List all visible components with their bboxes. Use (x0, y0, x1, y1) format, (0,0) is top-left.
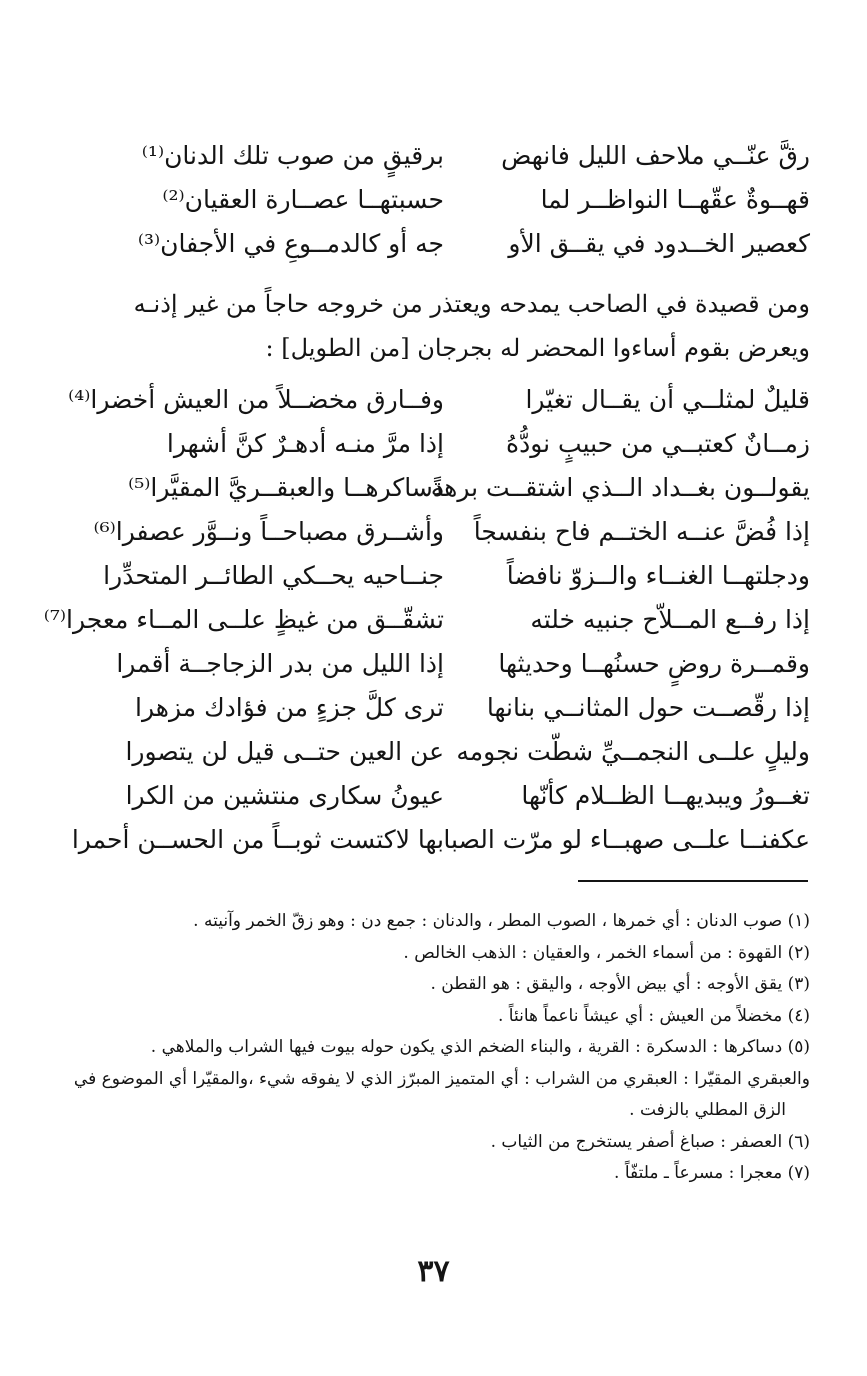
verse-first-hemistich: وليلٍ علــى النجمــيِّ شطّت نجومه (456, 737, 810, 766)
verse-first-hemistich: تغــورُ ويبديهــا الظــلام كأنّها (521, 781, 810, 810)
verse-first-hemistich: زمــانٌ كعتبــي من حبيبٍ نودُّهُ (505, 429, 810, 458)
verse-first-hemistich: إذا رفــع المــلاّح جنبيه خلته (530, 605, 810, 634)
verse-first-hemistich: إذا رقّصــت حول المثانــي بنانها (486, 693, 810, 722)
verse-first-hemistich: كعصير الخــدود في يقــق الأو (508, 229, 810, 258)
footnotes (73, 906, 810, 1190)
footnote-separator (578, 880, 808, 882)
intro-line-1: ومن قصيدة في الصاحب يمدحه ويعتذر من خروجه حاجاً من غير إذنـه (133, 290, 810, 318)
verse-second-hemistich: برقيقٍ من صوب تلك الدنان⁽¹⁾ (141, 141, 444, 170)
verse-line (108, 730, 810, 774)
verse-line (108, 686, 810, 730)
verse-second-hemistich: وفــارق مخضــلاً من العيش أخضرا⁽⁴⁾ (68, 385, 444, 414)
verse-second-hemistich: دساكرهــا والعبقــريَّ المقيَّرا⁽⁵⁾ (128, 473, 444, 502)
verse-first-hemistich: وقمــرة روضٍ حسنُهــا وحديثها (498, 649, 810, 678)
verse-line (108, 422, 810, 466)
intro-paragraph (108, 282, 810, 370)
verse-second-hemistich: وأشــرق مصباحــاً ونــوَّر عصفرا⁽⁶⁾ (93, 517, 444, 546)
verse-line (68, 378, 810, 422)
verse-block-top (108, 134, 810, 266)
verse-line (108, 134, 810, 178)
verse-first-hemistich: ودجلتهــا الغنــاء والــزوّ نافضاً (506, 561, 810, 590)
verse-second-hemistich: عن العين حتــى قيل لن يتصورا (125, 737, 444, 766)
verse-first-hemistich: رقَّ عنّــي ملاحف الليل فانهض (501, 141, 810, 170)
verse-second-hemistich: بها لاكتست ثوبــاً من الحســن أحمرا (71, 825, 444, 854)
verse-second-hemistich: تشقّــق من غيظٍ علــى المــاء معجرا⁽⁷⁾ (43, 605, 444, 634)
verse-first-hemistich: قليلٌ لمثلــي أن يقــال تغيّرا (525, 385, 810, 414)
verse-line (93, 510, 810, 554)
footnote: (٥) دساكرها : الدسكرة : القرية ، والبناء الضخم الذي يكون حوله بيوت فيها الشراب والملاهي . (150, 1037, 810, 1057)
page-number: ٣٧ (417, 1254, 450, 1289)
verse-line (71, 818, 810, 862)
verse-first-hemistich: قهــوةٌ عقّهــا النواظــر لما (540, 185, 810, 214)
verse-line (108, 466, 810, 510)
verse-second-hemistich: ترى كلَّ جزءٍ من فؤادك مزهرا (135, 693, 444, 722)
footnote: (٤) مخضلاً من العيش : أي عيشاً ناعماً هانئاً . (498, 1005, 810, 1026)
footnote: (٢) القهوة : من أسماء الخمر ، والعقيان : الذهب الخالص . (403, 942, 810, 963)
verse-line (108, 222, 810, 266)
verse-line (43, 598, 810, 642)
verse-second-hemistich: إذا الليل من بدر الزجاجــة أقمرا (116, 649, 444, 678)
intro-line-2: ويعرض بقوم أساءوا المحضر له بجرجان [من الطويل] : (265, 334, 810, 362)
footnote: والعبقري المقيّرا : العبقري من الشراب : أي المتميز المبرّز الذي لا يفوقه شيء ،والمقيّرا أي الموضوع في (73, 1068, 810, 1089)
verse-second-hemistich: عيونُ سكارى منتشين من الكرا (125, 781, 444, 810)
verse-line (103, 554, 810, 598)
verse-second-hemistich: إذا مرَّ منـه أدهـرٌ كنَّ أشهرا (166, 429, 444, 458)
verse-line (108, 178, 810, 222)
verse-second-hemistich: حسبتهــا عصــارة العقيان⁽²⁾ (162, 185, 444, 214)
verse-line (108, 774, 810, 818)
footnote: (٧) معجرا : مسرعاً ـ ملتفّاً . (614, 1163, 810, 1183)
verse-first-hemistich: يقولــون بغــداد الــذي اشتقــت برهةً (430, 473, 810, 502)
footnote: (١) صوب الدنان : أي خمرها ، الصوب المطر ، والدنان : جمع دن : وهو زقّ الخمر وآنيته . (193, 911, 810, 931)
verse-line (108, 642, 810, 686)
verse-first-hemistich: عكفنــا علــى صهبــاء لو مرّت الصبا (443, 825, 810, 854)
footnote: (٦) العصفر : صباغ أصفر يستخرج من الثياب . (490, 1131, 810, 1152)
verse-second-hemistich: جه أو كالدمــوعِ في الأجفان⁽³⁾ (137, 229, 444, 258)
verse-second-hemistich: جنــاحيه يحــكي الطائــر المتحدِّرا (103, 561, 444, 590)
footnote: (٣) يقق الأوجه : أي بيض الأوجه ، واليقق : هو القطن . (430, 974, 810, 994)
verse-first-hemistich: إذا فُضَّ عنــه الختــم فاح بنفسجاً (473, 517, 810, 546)
verse-block-main (43, 378, 810, 862)
footnote: الزق المطلي بالزفت . (629, 1100, 786, 1120)
